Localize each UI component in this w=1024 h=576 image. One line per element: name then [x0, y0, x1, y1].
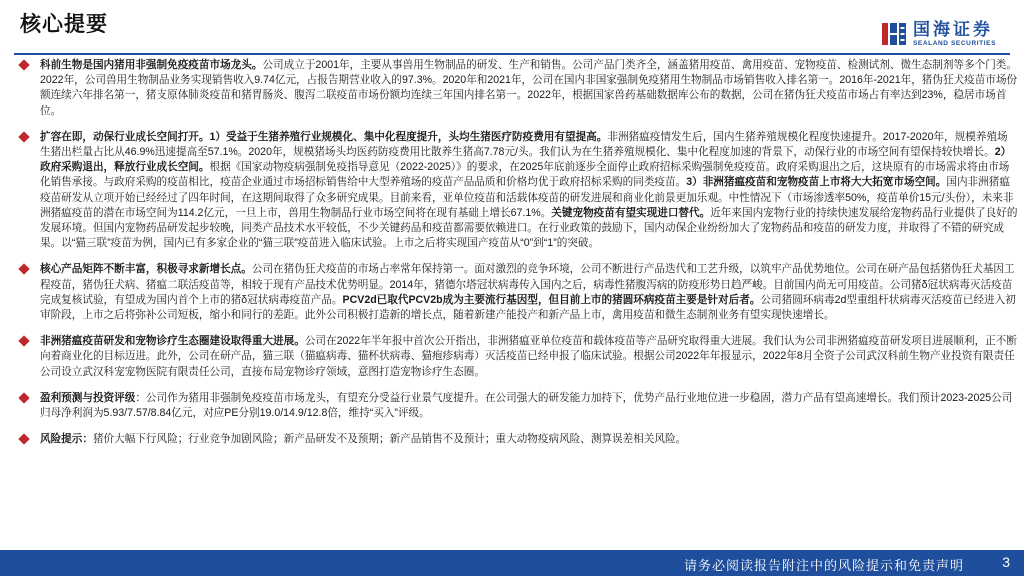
- item-text: 公司在猪伪狂犬疫苗的市场占率常年保持第一。面对激烈的竞争环境，公司不断进行产品迭代和工艺升级，以筑牢产品优势地位。公司在研产品包括猪伪狂犬基因工程疫苗，猪伪狂犬病、猪瘟二联活疫苗等，相较于现有产品技术优势明显。2014年，猪德尔塔冠状病毒传入国内之后，病毒性猪腹泻病的防疫形势日趋严峻。目前国内尚无可用疫苗。公司猪δ冠状病毒灭活疫苗完成复核试验，有望成为国内首个上市的猪δ冠状病毒疫苗产品。: [40, 263, 1015, 306]
- page-title: 核心提要: [20, 13, 108, 36]
- item-text: 猪价大幅下行风险；行业竞争加剧风险；新产品研发不及预期；新产品销售不及预计；重大动物疫病风险、测算误差相关风险。: [92, 433, 687, 446]
- item-text: 国内非洲猪瘟疫苗研发从立项开始已经经过了四年时间，在这期间取得了众多研究成果。目前来看，亚单位疫苗和活载体疫苗的研发进展和商业化前景更加乐观。中性情况下（市场渗透率50%，疫苗单价15元/头份），未来非洲猪瘟疫苗的潜在市场空间为114.2亿元，一旦上市，兽用生物制品行业市场空间将在现有基础上增长67.1%。: [40, 176, 1014, 219]
- diamond-bullet-icon: [18, 59, 29, 70]
- item-subheading: 2）政府采购退出，释放行业成长空间。: [40, 146, 1012, 174]
- logo-english-name: SEALAND SECURITIES: [912, 40, 996, 47]
- item-text: 根据《国家动物疫病强制免疫指导意见（2022-2025）》的要求，在2025年底前逐步全面停止政府招标采购强制免疫疫苗。政府采购退出之后，这块原有的市场需求将由市场化销售承接。与政府采购的疫苗相比，疫苗企业通过市场招标销售给中大型养殖场的疫苗产品品质和价格均优于政府招标采购的同类疫苗。: [40, 161, 1010, 189]
- diamond-bullet-icon: [18, 336, 29, 347]
- item-text: 非洲猪瘟疫情发生后，国内生猪养殖规模化程度快速提升。2017-2020年，规模养殖场生猪出栏量占比从46.9%迅速提高至57.1%。2020年，规模猪场头均医药防疫费用比散养生猪高7.78元/头。我们认为在生猪养殖规模化、集中化程度加速的背景下，动保行业的市场空间有望保持较快增长。: [40, 130, 1008, 159]
- item-subheading: 3）非洲猪瘟疫苗和宠物疫苗上市将大大拓宽市场空间。: [686, 176, 947, 189]
- diamond-bullet-icon: [18, 434, 29, 445]
- logo-chinese-name: 国海证券: [912, 20, 993, 39]
- item-text: 公司在2022年半年报中首次公开指出，非洲猪瘟亚单位疫苗和载体疫苗等产品研究取得重大进展。我们认为公司非洲猪瘟疫苗研发项目进展顺利，正不断向着商业化的目标迈进。此外，公司在研产品，猫三联（猫瘟病毒、猫杯状病毒、猫疱疹病毒）灭活疫苗已经申报了临床试验。根据公司2022年年报显示，2022年8月全资子公司武汉科前生物产业投资有限责任公司设立武汉科宠宠物医院有限责任公司，直接布局宠物诊疗领域，意图打造宠物诊疗生态圈。: [40, 335, 1017, 378]
- footer-bar: [0, 550, 1024, 576]
- item-text: 公司猪圆环病毒2d型重组杆状病毒灭活疫苗已经进入初审阶段，上市之后将弥补公司短板，缩小和同行的差距。此外公司积极打造新的增长点，随着新建产能投产和新产品上市，禽用疫苗和微生态制剂业务有望实现快速增长。: [40, 293, 1016, 322]
- item-text: ：公司作为猪用非强制免疫疫苗市场龙头，有望充分受益行业景气度提升。在公司强大的研发能力加持下，优势产品行业地位进一步稳固，潜力产品有望高速增长。我们预计2023-2025公司归母净利润为5.93/7.57/8.84亿元，对应PE分别19.0/14.9/12.8倍，维持“买入”评级。: [40, 391, 1013, 420]
- footer-disclaimer: 请务必阅读报告附注中的风险提示和免责声明: [683, 558, 964, 573]
- item-text: 公司成立于2001年，主要从事兽用生物制品的研发、生产和销售。公司产品门类齐全，涵盖猪用疫苗、禽用疫苗、宠物疫苗、检测试剂、微生态制剂等多个门类。 2022年，公司兽用生物制品业务实现销售收入9.74亿元，占报告期营业收入的97.3%。2020年和2021年，公司在国内非国家强制免疫猪用生物制品市场销售收入排名第一。2016年-2021年，猪伪狂犬疫苗市场份额连续六年排名第一，猪支原体肺炎疫苗和猪胃肠炎、腹泻二联疫苗市场份额均连续三年国内排名第一。2022年，根据国家兽药基础数据库公布的数据，公司在猪伪狂犬疫苗市场占有率达到23%，稳居市场首位。: [40, 59, 1018, 117]
- page-number: 3: [1002, 554, 1010, 570]
- item-heading: 非洲猪瘟疫苗研发和宠物诊疗生态圈建设取得重大进展。: [40, 335, 305, 348]
- item-heading: 扩容在即，动保行业成长空间打开。1）受益于生猪养殖行业规模化、集中化程度提升，头均生猪医疗防疫费用有望提高。: [40, 130, 608, 143]
- item-heading: 盈利预测与投资评级: [40, 391, 136, 404]
- item-heading: 核心产品矩阵不断丰富，积极寻求新增长点。: [40, 263, 252, 276]
- summary-item-industry-growth: [18, 130, 1018, 252]
- item-subheading: PCV2d已取代PCV2b成为主要流行基因型，但目前上市的猪圆环病疫苗主要是针对后者。: [342, 293, 761, 306]
- company-logo: [881, 20, 996, 48]
- item-text: 近年来国内宠物行业的持续快速发展给宠物药品行业提供了良好的发展环境。但国内宠物药品研发起步较晚，同类产品技术水平较低，不少关键药品和疫苗都需要依赖进口。在行业政策的鼓励下，国内动保企业纷纷加大了宠物药品和疫苗的研发力度，并取得了不错的研究成果。以“猫三联”疫苗为例，国内已有多家企业的“猫三联”疫苗进入临床试验。上市之后将实现国产疫苗从“0”到“1”的突破。: [40, 206, 1018, 250]
- summary-item-company-overview: [18, 58, 1018, 119]
- diamond-bullet-icon: [18, 392, 29, 403]
- summary-item-product-matrix: [18, 262, 1018, 323]
- item-heading: 风险提示：: [40, 433, 93, 446]
- summary-item-asf-vaccine-pet: [18, 334, 1018, 380]
- header-divider: [14, 53, 1010, 55]
- diamond-bullet-icon: [18, 131, 29, 142]
- item-subheading: 关键宠物疫苗有望实现进口替代。: [551, 206, 711, 219]
- summary-item-risk-warning: [18, 432, 1018, 447]
- summary-item-forecast-rating: [18, 391, 1018, 421]
- item-heading: 科前生物是国内猪用非强制免疫疫苗市场龙头。: [40, 59, 263, 71]
- diamond-bullet-icon: [18, 264, 29, 275]
- summary-list: [18, 58, 1018, 458]
- sealand-logo-icon: [881, 21, 907, 47]
